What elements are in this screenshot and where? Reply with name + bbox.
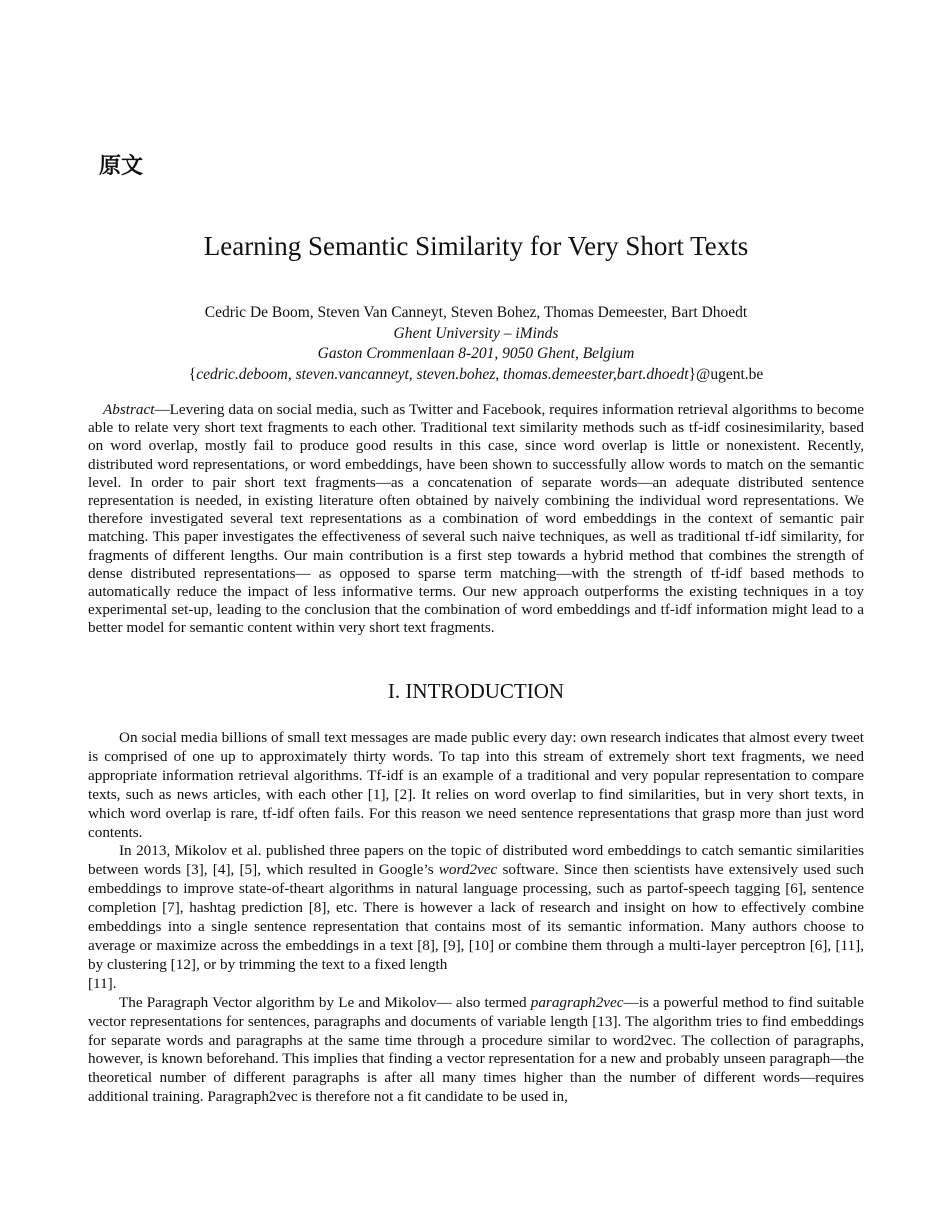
- email-brace-open: {: [188, 365, 197, 383]
- introduction-body: [88, 729, 864, 1107]
- intro-p2-tail: [11].: [88, 974, 117, 992]
- introduction-heading: I. INTRODUCTION: [387, 679, 565, 703]
- abstract: [88, 401, 864, 638]
- intro-paragraph-1: On social media billions of small text messages are made public every day: own research indicates that almost every tweet is comprised of one up to approximately thirty words. To tap into this stream of extremely short text fragments, we need appropriate information retrieval algorithms. Tf-idf is an example of a traditional and very popular representation to compare texts, such as news articles, with each other [1], [2]. It relies on word overlap to find similarities, but in very short texts, in which word overlap is rare, tf-idf often fails. For this reason we need sentence representations that grasp more than just word contents.: [88, 729, 864, 841]
- address: Gaston Crommenlaan 8-201, 9050 Ghent, Belgium: [317, 345, 635, 362]
- email-line: [88, 365, 864, 386]
- intro-p2-text-a: In 2013, Mikolov et al. published three papers on the topic of distributed word embeddings to catch semantic similarities between words [3], [4], [5], which resulted in Google’s: [88, 842, 864, 879]
- intro-p2-software-name: word2vec: [438, 861, 498, 879]
- intro-p3-text-a: The Paragraph Vector algorithm by Le and Mikolov— also termed: [119, 993, 531, 1011]
- intro-paragraph-2: [88, 842, 864, 993]
- intro-paragraph-3: [88, 994, 864, 1107]
- abstract-label: Abstract: [103, 401, 155, 418]
- intro-p3-algorithm-name: paragraph2vec: [530, 993, 624, 1011]
- paper-title: Learning Semantic Similarity for Very Short Texts: [203, 231, 749, 261]
- author-list: Cedric De Boom, Steven Van Canneyt, Steven Bohez, Thomas Demeester, Bart Dhoedt: [204, 304, 748, 321]
- intro-p2-text-b: software. Since then scientists have extensively used such embeddings to improve state-of-theart algorithms in natural language processing, such as partof-speech tagging [6], sentence completion [7], hashtag prediction [8], etc. There is however a lack of research and insight on how to effectively combine embeddings into a single sentence representation that contains most of its semantic information. Many authors choose to average or maximize across the embeddings in a text [8], [9], [10] or combine them through a multi-layer perceptron [6], [11], by clustering [12], or by trimming the text to a fixed length: [88, 861, 864, 973]
- author-block: [88, 303, 864, 385]
- original-text-heading: 原文: [99, 154, 144, 179]
- abstract-text: —Levering data on social media, such as Twitter and Facebook, requires information retrieval algorithms to become able to relate very short text fragments to each other. Traditional text similarity methods such as tf-idf cosinesimilarity, based on word overlap, mostly fail to produce good results in this case, since word overlap is little or nonexistent. Recently, distributed word representations, or word embeddings, have been shown to successfully allow words to match on the semantic level. In order to pair short text fragments—as a concatenation of separate words—an adequate distributed sentence representation is needed, in existing literature often obtained by naively combining the individual word representations. We therefore investigated several text representations as a combination of word embeddings in the context of semantic pair matching. This paper investigates the effectiveness of several such naive techniques, as well as traditional tf-idf similarity, for fragments of different lengths. Our main contribution is a first step towards a hybrid method that combines the strength of dense distributed representations— as opposed to sparse term matching—with the strength of tf-idf based methods to automatically reduce the impact of less informative terms. Our new approach outperforms the existing techniques in a toy experimental set-up, leading to the conclusion that the combination of word embeddings and tf-idf information might lead to a better model for semantic content within very short text fragments.: [88, 401, 864, 637]
- affiliation: Ghent University – iMinds: [393, 324, 559, 342]
- email-names: cedric.deboom, steven.vancanneyt, steven.bohez, thomas.demeester,bart.dhoedt: [196, 365, 689, 383]
- email-domain: }@ugent.be: [688, 365, 764, 383]
- intro-p3-text-b: —is a powerful method to find suitable vector representations for sentences, paragraphs and documents of variable length [13]. The algorithm tries to find embeddings for separate words and paragraphs at the same time through a procedure similar to word2vec. The collection of paragraphs, however, is known beforehand. This implies that finding a vector representation for a new and probably unseen paragraph—the theoretical number of different paragraphs is after all many times higher than the number of different words—requires additional training. Paragraph2vec is therefore not a fit candidate to be used in,: [88, 993, 864, 1106]
